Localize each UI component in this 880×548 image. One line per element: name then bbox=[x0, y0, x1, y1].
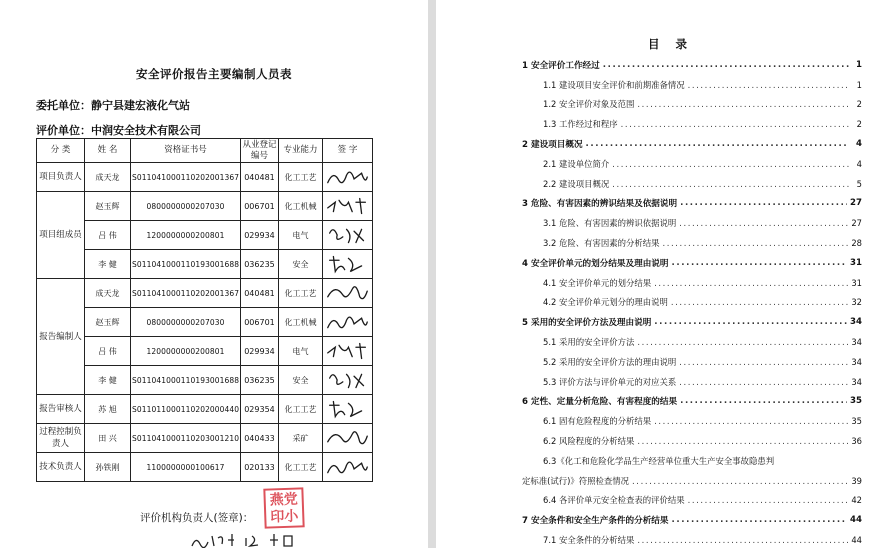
evaluation-unit: 评价单位：中润安全技术有限公司 bbox=[36, 124, 201, 137]
left-page bbox=[0, 0, 428, 548]
toc-leader-dots bbox=[679, 218, 848, 228]
toc-leader-dots bbox=[671, 258, 847, 268]
handwritten-signature bbox=[324, 222, 371, 248]
certificate-cell: S011041000110202001367 bbox=[131, 163, 241, 192]
category-cell: 报告编制人 bbox=[37, 279, 85, 395]
toc-chapter[interactable] bbox=[522, 194, 862, 214]
toc-leader-dots bbox=[603, 60, 849, 70]
registration-cell: 036235 bbox=[241, 250, 279, 279]
toc-leader-dots bbox=[637, 99, 849, 109]
table-row bbox=[37, 221, 373, 250]
official-seal bbox=[263, 487, 304, 528]
toc-page-number: 31 bbox=[851, 277, 862, 288]
toc-page-number: 35 bbox=[851, 416, 862, 427]
registration-cell: 040481 bbox=[241, 279, 279, 308]
toc-leader-dots bbox=[688, 80, 849, 90]
registration-cell: 040433 bbox=[241, 424, 279, 453]
certificate-cell: S011041000110203001210 bbox=[131, 424, 241, 453]
name-cell: 孙铁刚 bbox=[85, 453, 131, 482]
table-of-contents bbox=[522, 55, 862, 548]
toc-page-number: 2 bbox=[856, 99, 862, 110]
header-category: 分 类 bbox=[37, 139, 85, 163]
toc-chapter[interactable] bbox=[522, 134, 862, 154]
toc-entry-title: 4 安全评价单元的划分结果及理由说明 bbox=[522, 258, 669, 269]
toc-chapter[interactable] bbox=[522, 392, 862, 412]
toc-leader-dots bbox=[654, 416, 848, 426]
client-unit: 委托单位：静宁县建宏液化气站 bbox=[36, 99, 190, 112]
name-cell: 李 健 bbox=[85, 366, 131, 395]
table-row bbox=[37, 163, 373, 192]
registration-cell: 006701 bbox=[241, 308, 279, 337]
signature-cell bbox=[323, 308, 373, 337]
specialty-cell: 电气 bbox=[279, 337, 323, 366]
category-cell: 项目组成员 bbox=[37, 192, 85, 279]
name-cell: 吕 伟 bbox=[85, 337, 131, 366]
header-registration: 从业登记编号 bbox=[242, 139, 277, 161]
table-row bbox=[37, 453, 373, 482]
handwritten-signature bbox=[324, 193, 371, 219]
toc-section[interactable] bbox=[522, 174, 862, 194]
toc-title: 目 录 bbox=[648, 37, 694, 51]
signature-cell bbox=[323, 279, 373, 308]
toc-leader-dots bbox=[688, 495, 849, 505]
certificate-cell: 1100000000100617 bbox=[131, 453, 241, 482]
toc-page-number: 36 bbox=[851, 436, 862, 447]
toc-leader-dots bbox=[586, 139, 849, 149]
specialty-cell: 化工机械 bbox=[279, 192, 323, 221]
handwritten-signature bbox=[324, 338, 371, 364]
toc-entry-title: 2.1 建设单位简介 bbox=[543, 158, 610, 169]
toc-section[interactable] bbox=[522, 411, 862, 431]
toc-chapter[interactable] bbox=[522, 55, 862, 75]
seal-line-2: 印小 bbox=[270, 508, 299, 526]
toc-entry-title: 1.3 工作经过和程序 bbox=[543, 119, 618, 130]
name-cell: 赵玉辉 bbox=[85, 192, 131, 221]
staff-table-title: 安全评价报告主要编制人员表 bbox=[136, 67, 292, 81]
toc-page-number: 2 bbox=[856, 119, 862, 130]
staff-table bbox=[36, 138, 373, 482]
toc-leader-dots bbox=[637, 436, 848, 446]
toc-entry-title: 7.1 安全条件的分析结果 bbox=[543, 535, 635, 546]
toc-entry-title: 定标准(试行)》符照检查情况 bbox=[522, 475, 630, 486]
toc-page-number: 34 bbox=[851, 356, 862, 367]
handwritten-sign-date bbox=[188, 530, 298, 548]
toc-page-number: 42 bbox=[851, 495, 862, 506]
toc-chapter[interactable] bbox=[522, 253, 862, 273]
toc-leader-dots bbox=[679, 377, 848, 387]
toc-leader-dots bbox=[679, 357, 848, 367]
table-row bbox=[37, 279, 373, 308]
specialty-cell: 化工工艺 bbox=[279, 163, 323, 192]
toc-page-number: 44 bbox=[851, 535, 862, 546]
toc-section[interactable] bbox=[522, 114, 862, 134]
name-cell: 田 兴 bbox=[85, 424, 131, 453]
name-cell: 李 健 bbox=[85, 250, 131, 279]
toc-entry-title: 6.1 固有危险程度的分析结果 bbox=[543, 416, 652, 427]
table-row bbox=[37, 337, 373, 366]
toc-section[interactable] bbox=[522, 233, 862, 253]
toc-entry-title: 1.1 建设项目安全评价和前期准备情况 bbox=[543, 79, 685, 90]
toc-entry-title: 5.3 评价方法与评价单元的对应关系 bbox=[543, 376, 677, 387]
toc-section[interactable] bbox=[522, 451, 862, 471]
toc-page-number: 4 bbox=[856, 158, 862, 169]
name-cell: 成天龙 bbox=[85, 279, 131, 308]
registration-cell: 040481 bbox=[241, 163, 279, 192]
toc-entry-title: 6.2 风险程度的分析结果 bbox=[543, 436, 635, 447]
toc-entry-title: 6.3《化工和危险化学品生产经营单位重大生产安全事故隐患判 bbox=[543, 455, 775, 466]
signature-cell bbox=[323, 221, 373, 250]
category-cell: 技术负责人 bbox=[37, 453, 85, 482]
toc-chapter[interactable] bbox=[522, 312, 862, 332]
table-row bbox=[37, 192, 373, 221]
toc-section[interactable] bbox=[522, 431, 862, 451]
specialty-cell: 化工机械 bbox=[279, 308, 323, 337]
toc-leader-dots bbox=[680, 198, 847, 208]
certificate-cell: S011041000110193001688 bbox=[131, 366, 241, 395]
toc-section[interactable] bbox=[522, 372, 862, 392]
toc-section[interactable] bbox=[522, 491, 862, 511]
toc-leader-dots bbox=[654, 278, 848, 288]
toc-leader-dots bbox=[671, 515, 847, 525]
specialty-cell: 化工工艺 bbox=[279, 395, 323, 424]
certificate-cell: S011041000110193001688 bbox=[131, 250, 241, 279]
signature-cell bbox=[323, 250, 373, 279]
header-signature: 签 字 bbox=[323, 139, 373, 163]
toc-entry-title: 2 建设项目概况 bbox=[522, 140, 583, 151]
toc-entry-title: 3 危险、有害因素的辨识结果及依据说明 bbox=[522, 199, 678, 210]
certificate-cell: S011011000110202000440 bbox=[131, 395, 241, 424]
toc-chapter[interactable] bbox=[522, 510, 862, 530]
registration-cell: 029934 bbox=[241, 221, 279, 250]
signature-cell bbox=[323, 163, 373, 192]
toc-section[interactable] bbox=[522, 273, 862, 293]
toc-leader-dots bbox=[662, 238, 848, 248]
toc-page-number: 34 bbox=[851, 376, 862, 387]
name-cell: 吕 伟 bbox=[85, 221, 131, 250]
registration-cell: 020133 bbox=[241, 453, 279, 482]
category-cell: 项目负责人 bbox=[37, 163, 85, 192]
header-specialty: 专业能力 bbox=[279, 139, 323, 163]
category-cell: 报告审核人 bbox=[37, 395, 85, 424]
toc-section[interactable] bbox=[522, 332, 862, 352]
toc-entry-title: 4.2 安全评价单元划分的理由说明 bbox=[543, 297, 668, 308]
specialty-cell: 化工工艺 bbox=[279, 279, 323, 308]
toc-entry-title: 1 安全评价工作经过 bbox=[522, 60, 600, 71]
toc-leader-dots bbox=[680, 396, 847, 406]
toc-entry-title: 2.2 建设项目概况 bbox=[543, 178, 610, 189]
certificate-cell: 1200000000200801 bbox=[131, 337, 241, 366]
handwritten-signature bbox=[324, 309, 371, 335]
handwritten-signature bbox=[324, 367, 371, 393]
toc-page-number: 44 bbox=[850, 515, 862, 526]
toc-section[interactable] bbox=[522, 75, 862, 95]
right-page bbox=[436, 0, 880, 548]
toc-leader-dots bbox=[654, 317, 847, 327]
toc-page-number: 4 bbox=[856, 139, 862, 150]
name-cell: 赵玉辉 bbox=[85, 308, 131, 337]
toc-entry-title: 3.1 危险、有害因素的辨识依据说明 bbox=[543, 218, 677, 229]
toc-page-number: 27 bbox=[850, 198, 862, 209]
toc-page-number: 31 bbox=[850, 257, 862, 268]
signature-cell bbox=[323, 192, 373, 221]
certificate-cell: 1200000000200801 bbox=[131, 221, 241, 250]
table-row bbox=[37, 250, 373, 279]
handwritten-signature bbox=[324, 425, 371, 451]
table-row bbox=[37, 366, 373, 395]
toc-section[interactable] bbox=[522, 352, 862, 372]
header-name: 姓 名 bbox=[85, 139, 131, 163]
principal-signature-label: 评价机构负责人(签章)： bbox=[140, 512, 254, 524]
toc-section[interactable] bbox=[522, 213, 862, 233]
toc-leader-dots bbox=[637, 337, 848, 347]
toc-entry-title: 1.2 安全评价对象及范围 bbox=[543, 99, 635, 110]
name-cell: 成天龙 bbox=[85, 163, 131, 192]
specialty-cell: 电气 bbox=[279, 221, 323, 250]
toc-entry-title: 6.4 各评价单元安全检查表的评价结果 bbox=[543, 495, 685, 506]
signature-cell bbox=[323, 453, 373, 482]
signature-cell bbox=[323, 424, 373, 453]
toc-page-number: 1 bbox=[856, 59, 862, 70]
toc-page-number: 5 bbox=[856, 178, 862, 189]
toc-entry-title: 5.2 采用的安全评价方法的理由说明 bbox=[543, 356, 677, 367]
toc-entry-title: 6 定性、定量分析危险、有害程度的结果 bbox=[522, 397, 678, 408]
table-row bbox=[37, 395, 373, 424]
toc-leader-dots bbox=[671, 297, 848, 307]
certificate-cell: 0800000000207030 bbox=[131, 308, 241, 337]
staff-table-body bbox=[37, 163, 373, 482]
toc-section[interactable] bbox=[522, 530, 862, 548]
toc-leader-dots bbox=[612, 159, 849, 169]
name-cell: 苏 旭 bbox=[85, 395, 131, 424]
toc-page-number: 28 bbox=[851, 238, 862, 249]
signature-cell bbox=[323, 395, 373, 424]
toc-entry-title: 4.1 安全评价单元的划分结果 bbox=[543, 277, 652, 288]
header-certificate: 资格证书号 bbox=[131, 139, 241, 163]
specialty-cell: 安全 bbox=[279, 250, 323, 279]
toc-page-number: 35 bbox=[850, 396, 862, 407]
toc-entry-title: 5 采用的安全评价方法及理由说明 bbox=[522, 318, 652, 329]
toc-page-number: 34 bbox=[851, 337, 862, 348]
seal-line-1: 燕党 bbox=[269, 491, 298, 509]
registration-cell: 029354 bbox=[241, 395, 279, 424]
registration-cell: 029934 bbox=[241, 337, 279, 366]
staff-table-header-row bbox=[37, 139, 373, 163]
handwritten-signature bbox=[324, 251, 371, 277]
toc-section[interactable] bbox=[522, 95, 862, 115]
specialty-cell: 采矿 bbox=[279, 424, 323, 453]
specialty-cell: 化工工艺 bbox=[279, 453, 323, 482]
toc-section[interactable] bbox=[522, 471, 862, 491]
signature-cell bbox=[323, 366, 373, 395]
toc-leader-dots bbox=[637, 535, 848, 545]
toc-leader-dots bbox=[632, 476, 848, 486]
certificate-cell: 0800000000207030 bbox=[131, 192, 241, 221]
toc-entry-title: 7 安全条件和安全生产条件的分析结果 bbox=[522, 516, 669, 527]
registration-cell: 006701 bbox=[241, 192, 279, 221]
toc-page-number: 32 bbox=[851, 297, 862, 308]
toc-leader-dots bbox=[621, 119, 849, 129]
toc-entry-title: 5.1 采用的安全评价方法 bbox=[543, 337, 635, 348]
handwritten-signature bbox=[324, 454, 371, 480]
toc-page-number: 34 bbox=[850, 317, 862, 328]
handwritten-signature bbox=[324, 164, 371, 190]
signature-cell bbox=[323, 337, 373, 366]
table-row bbox=[37, 308, 373, 337]
category-cell: 过程控制负责人 bbox=[37, 424, 85, 453]
registration-cell: 036235 bbox=[241, 366, 279, 395]
specialty-cell: 安全 bbox=[279, 366, 323, 395]
toc-page-number: 39 bbox=[851, 475, 862, 486]
toc-leader-dots bbox=[612, 179, 849, 189]
toc-section[interactable] bbox=[522, 154, 862, 174]
table-row bbox=[37, 424, 373, 453]
toc-page-number: 27 bbox=[851, 218, 862, 229]
toc-entry-title: 3.2 危险、有害因素的分析结果 bbox=[543, 238, 660, 249]
handwritten-signature bbox=[324, 396, 371, 422]
toc-section[interactable] bbox=[522, 293, 862, 313]
certificate-cell: S011041000110202001367 bbox=[131, 279, 241, 308]
toc-page-number: 1 bbox=[856, 79, 862, 90]
handwritten-signature bbox=[324, 280, 371, 306]
